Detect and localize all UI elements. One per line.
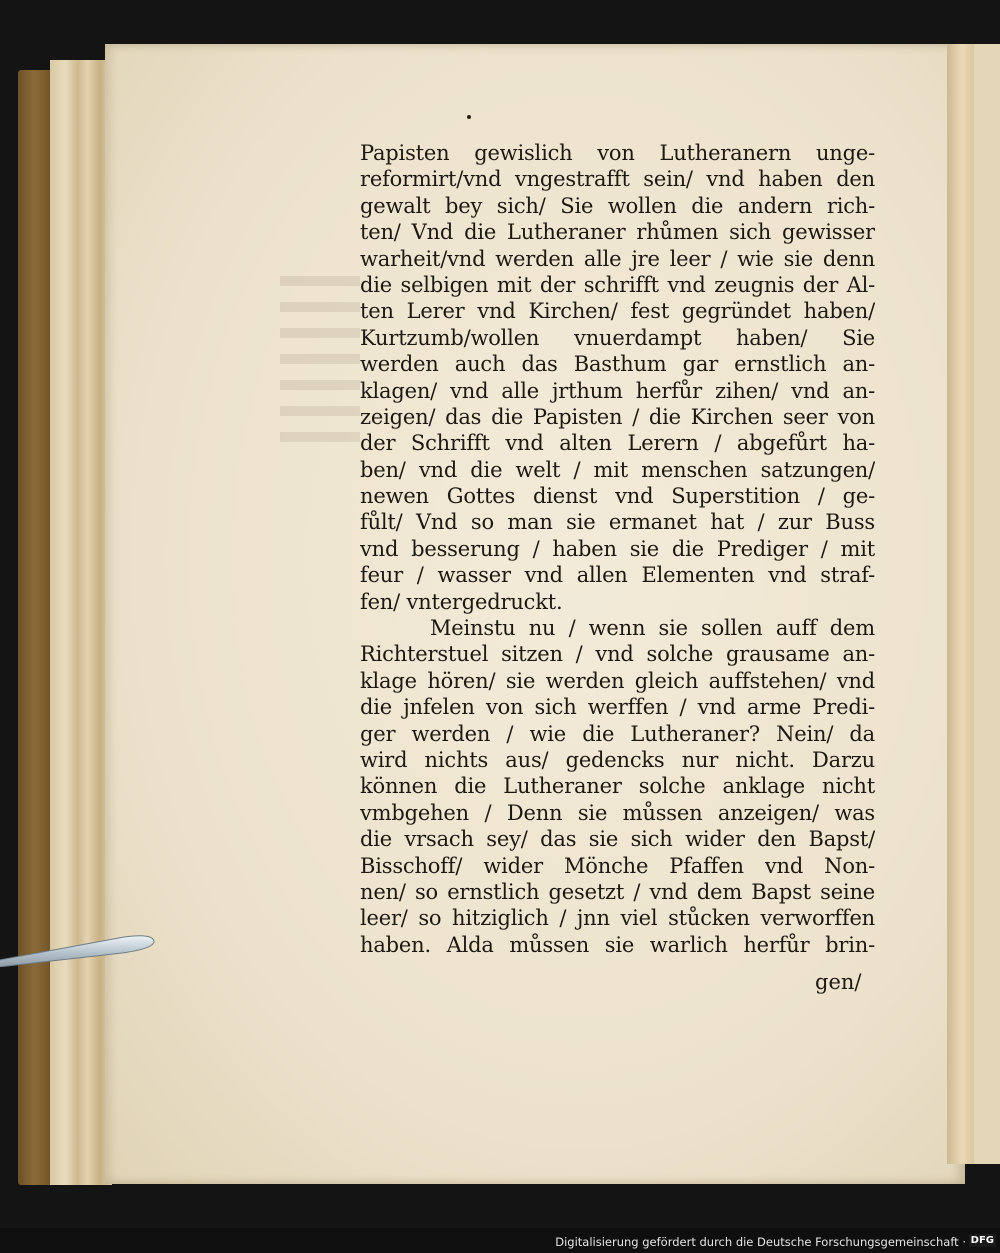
text-line: die jnfelen von sich werffen / vnd arme Predi- <box>360 695 875 720</box>
text-line: Kurtzumb/wollen vnuerdampt haben/ Sie <box>360 325 875 350</box>
text-line: ten Lerer vnd Kirchen/ fest gegründet haben/ <box>360 299 875 324</box>
text-line: die selbigen mit der schrifft vnd zeugnis der Al- <box>360 272 875 297</box>
text-line: die vrsach sey/ das sie sich wider den Bapst/ <box>360 827 875 852</box>
right-page-edge <box>947 44 977 1164</box>
text-line: Bisschoff/ wider Mönche Pfaffen vnd Non- <box>360 853 875 878</box>
text-line: ger werden / wie die Lutheraner? Nein/ da <box>360 721 875 746</box>
text-line: ben/ vnd die welt / mit menschen satzungen/ <box>360 457 875 482</box>
text-line: reformirt/vnd vngestrafft sein/ vnd haben den <box>360 167 875 192</box>
text-line: vnd besserung / haben sie die Prediger / mit <box>360 536 875 561</box>
text-line: fůlt/ Vnd so man sie ermanet hat / zur Buss <box>360 510 875 535</box>
text-line: vmbgehen / Denn sie můssen anzeigen/ was <box>360 800 875 825</box>
text-line: feur / wasser vnd allen Elementen vnd straf- <box>360 563 875 588</box>
text-line: newen Gottes dienst vnd Superstition / ge- <box>360 484 875 509</box>
page-stack-edges <box>50 60 112 1185</box>
dfg-logo: DFG <box>970 1235 994 1246</box>
page-mark <box>467 115 471 119</box>
text-line: nen/ so ernstlich gesetzt / vnd dem Bapst seine <box>360 879 875 904</box>
text-line: gewalt bey sich/ Sie wollen die andern rich- <box>360 193 875 218</box>
text-line: leer/ so hitziglich / jnn viel stůcken verworffen <box>360 906 875 931</box>
text-line: zeigen/ das die Papisten / die Kirchen seer von <box>360 404 875 429</box>
text-line: klagen/ vnd alle jrthum herfůr zihen/ vnd an- <box>360 378 875 403</box>
facing-page-sliver <box>974 44 1000 1164</box>
page-text-block <box>360 140 875 958</box>
footer-credit: Digitalisierung gefördert durch die Deutsche Forschungsgemeinschaft · <box>555 1235 966 1249</box>
text-line: Papisten gewislich von Lutheranern unge- <box>360 141 875 165</box>
text-line: Meinstu nu / wenn sie sollen auff dem <box>430 616 875 641</box>
page-weight-pointer <box>0 933 164 967</box>
text-line: werden auch das Basthum gar ernstlich an- <box>360 352 875 377</box>
catchword: gen/ <box>815 970 862 994</box>
text-line: wird nichts aus/ gedencks nur nicht. Darzu <box>360 747 875 772</box>
text-line: fen/ vntergedruckt. <box>360 589 563 614</box>
text-line: ten/ Vnd die Lutheraner rhůmen sich gewisser <box>360 220 875 245</box>
text-line: Richterstuel sitzen / vnd solche grausame an- <box>360 642 875 667</box>
text-line: klage hören/ sie werden gleich auffstehen/ vnd <box>360 668 875 693</box>
show-through-text <box>280 260 360 480</box>
text-line: warheit/vnd werden alle jre leer / wie sie denn <box>360 246 875 271</box>
text-line: können die Lutheraner solche anklage nicht <box>360 774 875 799</box>
text-line: der Schrifft vnd alten Lerern / abgefůrt ha- <box>360 431 875 456</box>
text-line: haben. Alda můssen sie warlich herfůr brin- <box>360 932 875 957</box>
